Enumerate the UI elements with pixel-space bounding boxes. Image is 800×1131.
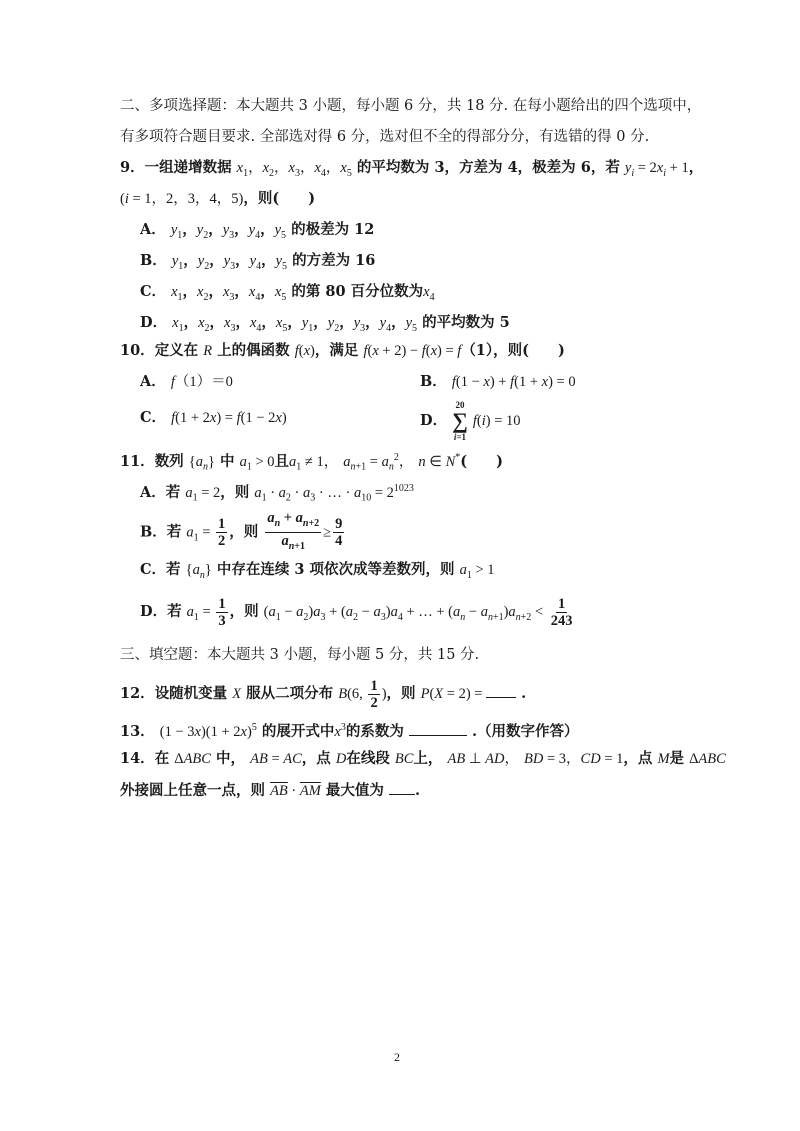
question-number: 11． xyxy=(120,452,155,470)
question-9-stem-line2: (i = 1，2，3，4，5)，则( ) xyxy=(120,190,316,207)
question-10-option-b: B． f(1 − x) + f(1 + x) = 0 xyxy=(420,373,576,390)
answer-blank xyxy=(486,683,516,698)
question-11-stem: 11．数列 $\{a_n\}$ 中 $a_1 > 0$且$a_1 \ne 1$， $a_{n+1} = a_n^2$， n ∈ N*( ) xyxy=(120,452,503,473)
question-9-option-d: D． $x_1$，$x_2$，$x_3$，$x_4$，$x_5$，$y_1$，$y_2$，$y_3$，$y_4$，$y_5$ 的平均数为 5 xyxy=(140,314,510,334)
page-number: 2 xyxy=(394,1050,400,1064)
question-number: 14． xyxy=(120,750,155,767)
answer-blank xyxy=(409,721,467,736)
question-9-option-a: A． $y_1$，$y_2$，$y_3$，$y_4$，$y_5$ 的极差为 12 xyxy=(140,221,375,241)
question-10-option-c: C． f(1 + 2x) = f(1 − 2x) xyxy=(140,409,287,426)
question-9-option-b: B． $y_1$，$y_2$，$y_3$，$y_4$，$y_5$ 的方差为 16 xyxy=(140,252,376,272)
question-number: 10． xyxy=(120,342,155,359)
question-11-option-b: B．若 $a_1$ = $\frac{1}{2}$ ，则 $\frac{a_n + a_{n+2}}{a_{n+1}}$ ≥ $\frac{9}{4}$ xyxy=(140,510,343,552)
question-14-line1: 14．在 ΔABC 中， AB = AC，点 D在线段 BC上， AB ⊥ AD， BD = 3，CD = 1，点 M是 ΔABC xyxy=(120,750,726,767)
section-3-heading: 三、填空题：本大题共 3 小题，每小题 5 分，共 15 分. xyxy=(120,647,480,663)
question-10-option-d: D． 20 ∑ i=1 f(i) = 10 xyxy=(420,400,521,442)
question-14-line2: 外接圆上任意一点，则 $\overline{AB} \cdot \overline{AM}$ 最大值为 . xyxy=(120,782,420,799)
section-2-heading-line2: 有多项符合题目要求. 全部选对得 6 分，选对但不全的得部分分，有选错的得 0 分. xyxy=(120,129,650,145)
section-2-heading-line1: 二、多项选择题：本大题共 3 小题，每小题 6 分，共 18 分. 在每小题给出的四个选项中， xyxy=(120,98,702,114)
question-number: 9． xyxy=(120,159,145,176)
question-12: 12．设随机变量 X 服从二项分布 B(6, $\frac{1}{2}$ )，则 P(X = 2) = . xyxy=(120,677,527,711)
question-13: 13． $(1 - 3x)(1 + 2x)^5$ 的展开式中$x^3$的系数为 .（用数字作答） xyxy=(120,722,579,740)
question-9-stem: 9．一组递增数据 $x_1$，$x_2$，$x_3$，$x_4$，$x_5$ 的平均数为 3，方差为 4，极差为 6，若 $y_i = 2x_i + 1$， xyxy=(120,159,704,179)
question-11-option-a: A．若 $a_1 = 2$，则 $a_1 \cdot a_2 \cdot a_3$ · … · $a_{10} = 2^{1023}$ xyxy=(140,483,414,504)
question-10-stem: 10．定义在 R 上的偶函数 f(x)，满足 f(x + 2) − f(x) = f（1），则( ) xyxy=(120,342,565,359)
question-10-option-a: A． f（1）＝0 xyxy=(140,373,233,390)
question-11-option-d: D．若 $a_1$ = $\frac{1}{3}$ ，则 $(a_1 - a_2)a_3 + (a_2 - a_3)a_4$ + … + $(a_n - a_{n+1})a_{n+2}$ < $\frac{1}{243}$ xyxy=(140,595,573,629)
question-11-option-c: C．若 $\{a_n\}$ 中存在连续 3 项依次成等差数列，则 $a_1 > 1$ xyxy=(140,561,495,581)
answer-blank xyxy=(389,780,415,795)
question-number: 12． xyxy=(120,685,155,702)
question-number: 13． xyxy=(120,722,155,740)
question-9-option-c: C． $x_1$，$x_2$，$x_3$，$x_4$，$x_5$ 的第 80 百分位数为$x_4$ xyxy=(140,283,435,303)
